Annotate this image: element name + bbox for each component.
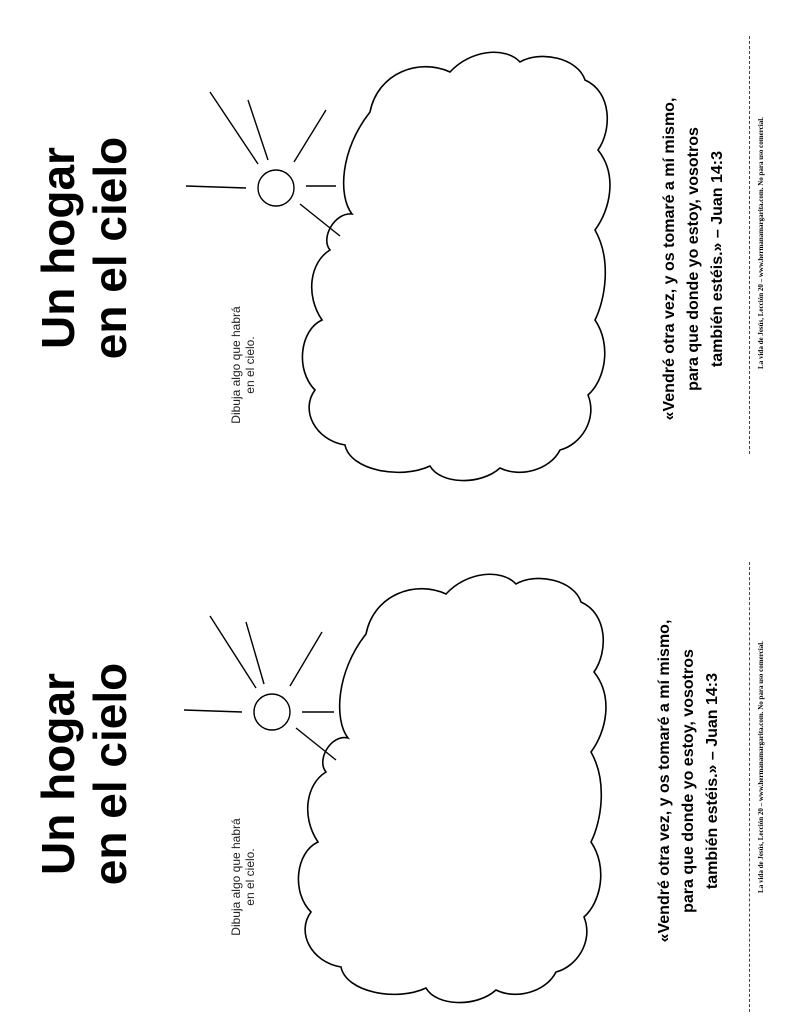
cloud-outline (298, 574, 606, 1002)
instruction-line-2: en el cielo. (243, 848, 257, 906)
verse-line-2: para que donde yo estoy, vosotros (680, 649, 697, 913)
drawing-instruction (229, 797, 259, 957)
verse-line-3: también estéis.» – Juan 14:3 (709, 150, 726, 368)
worksheet-copy-bottom (0, 512, 791, 1024)
verse-line-3: también estéis.» – Juan 14:3 (704, 672, 721, 890)
copyright-credit: La vida de Jesús, Lección 20 – www.hermanamargarita.com. No para uso comercial. (757, 117, 765, 369)
bible-verse (653, 581, 727, 981)
instruction-line-1: Dibuja algo que habrá (229, 306, 243, 424)
page-title (32, 594, 136, 954)
cloud-outline (302, 52, 610, 480)
instruction-line-2: en el cielo. (243, 336, 257, 394)
title-line-2: en el cielo (84, 136, 136, 360)
instruction-line-1: Dibuja algo que habrá (229, 818, 243, 936)
copyright-credit: La vida de Jesús, Lección 20 – www.hermanamargarita.com. No para uso comercial. (757, 641, 765, 893)
verse-line-1: «Vendré otra vez, y os tomaré a mí mismo, (656, 619, 673, 943)
sun-icon (186, 92, 340, 236)
verse-line-2: para que donde yo estoy, vosotros (685, 127, 702, 391)
title-line-1: Un hogar (32, 673, 84, 875)
drawing-instruction (229, 285, 259, 445)
verse-line-1: «Vendré otra vez, y os tomaré a mí mismo, (661, 97, 678, 421)
bible-verse (658, 59, 732, 459)
sun-icon (184, 616, 336, 760)
title-line-2: en el cielo (84, 662, 136, 886)
cut-line (749, 36, 750, 454)
page-title (32, 68, 136, 428)
cut-line (749, 562, 750, 1012)
title-line-1: Un hogar (32, 147, 84, 349)
